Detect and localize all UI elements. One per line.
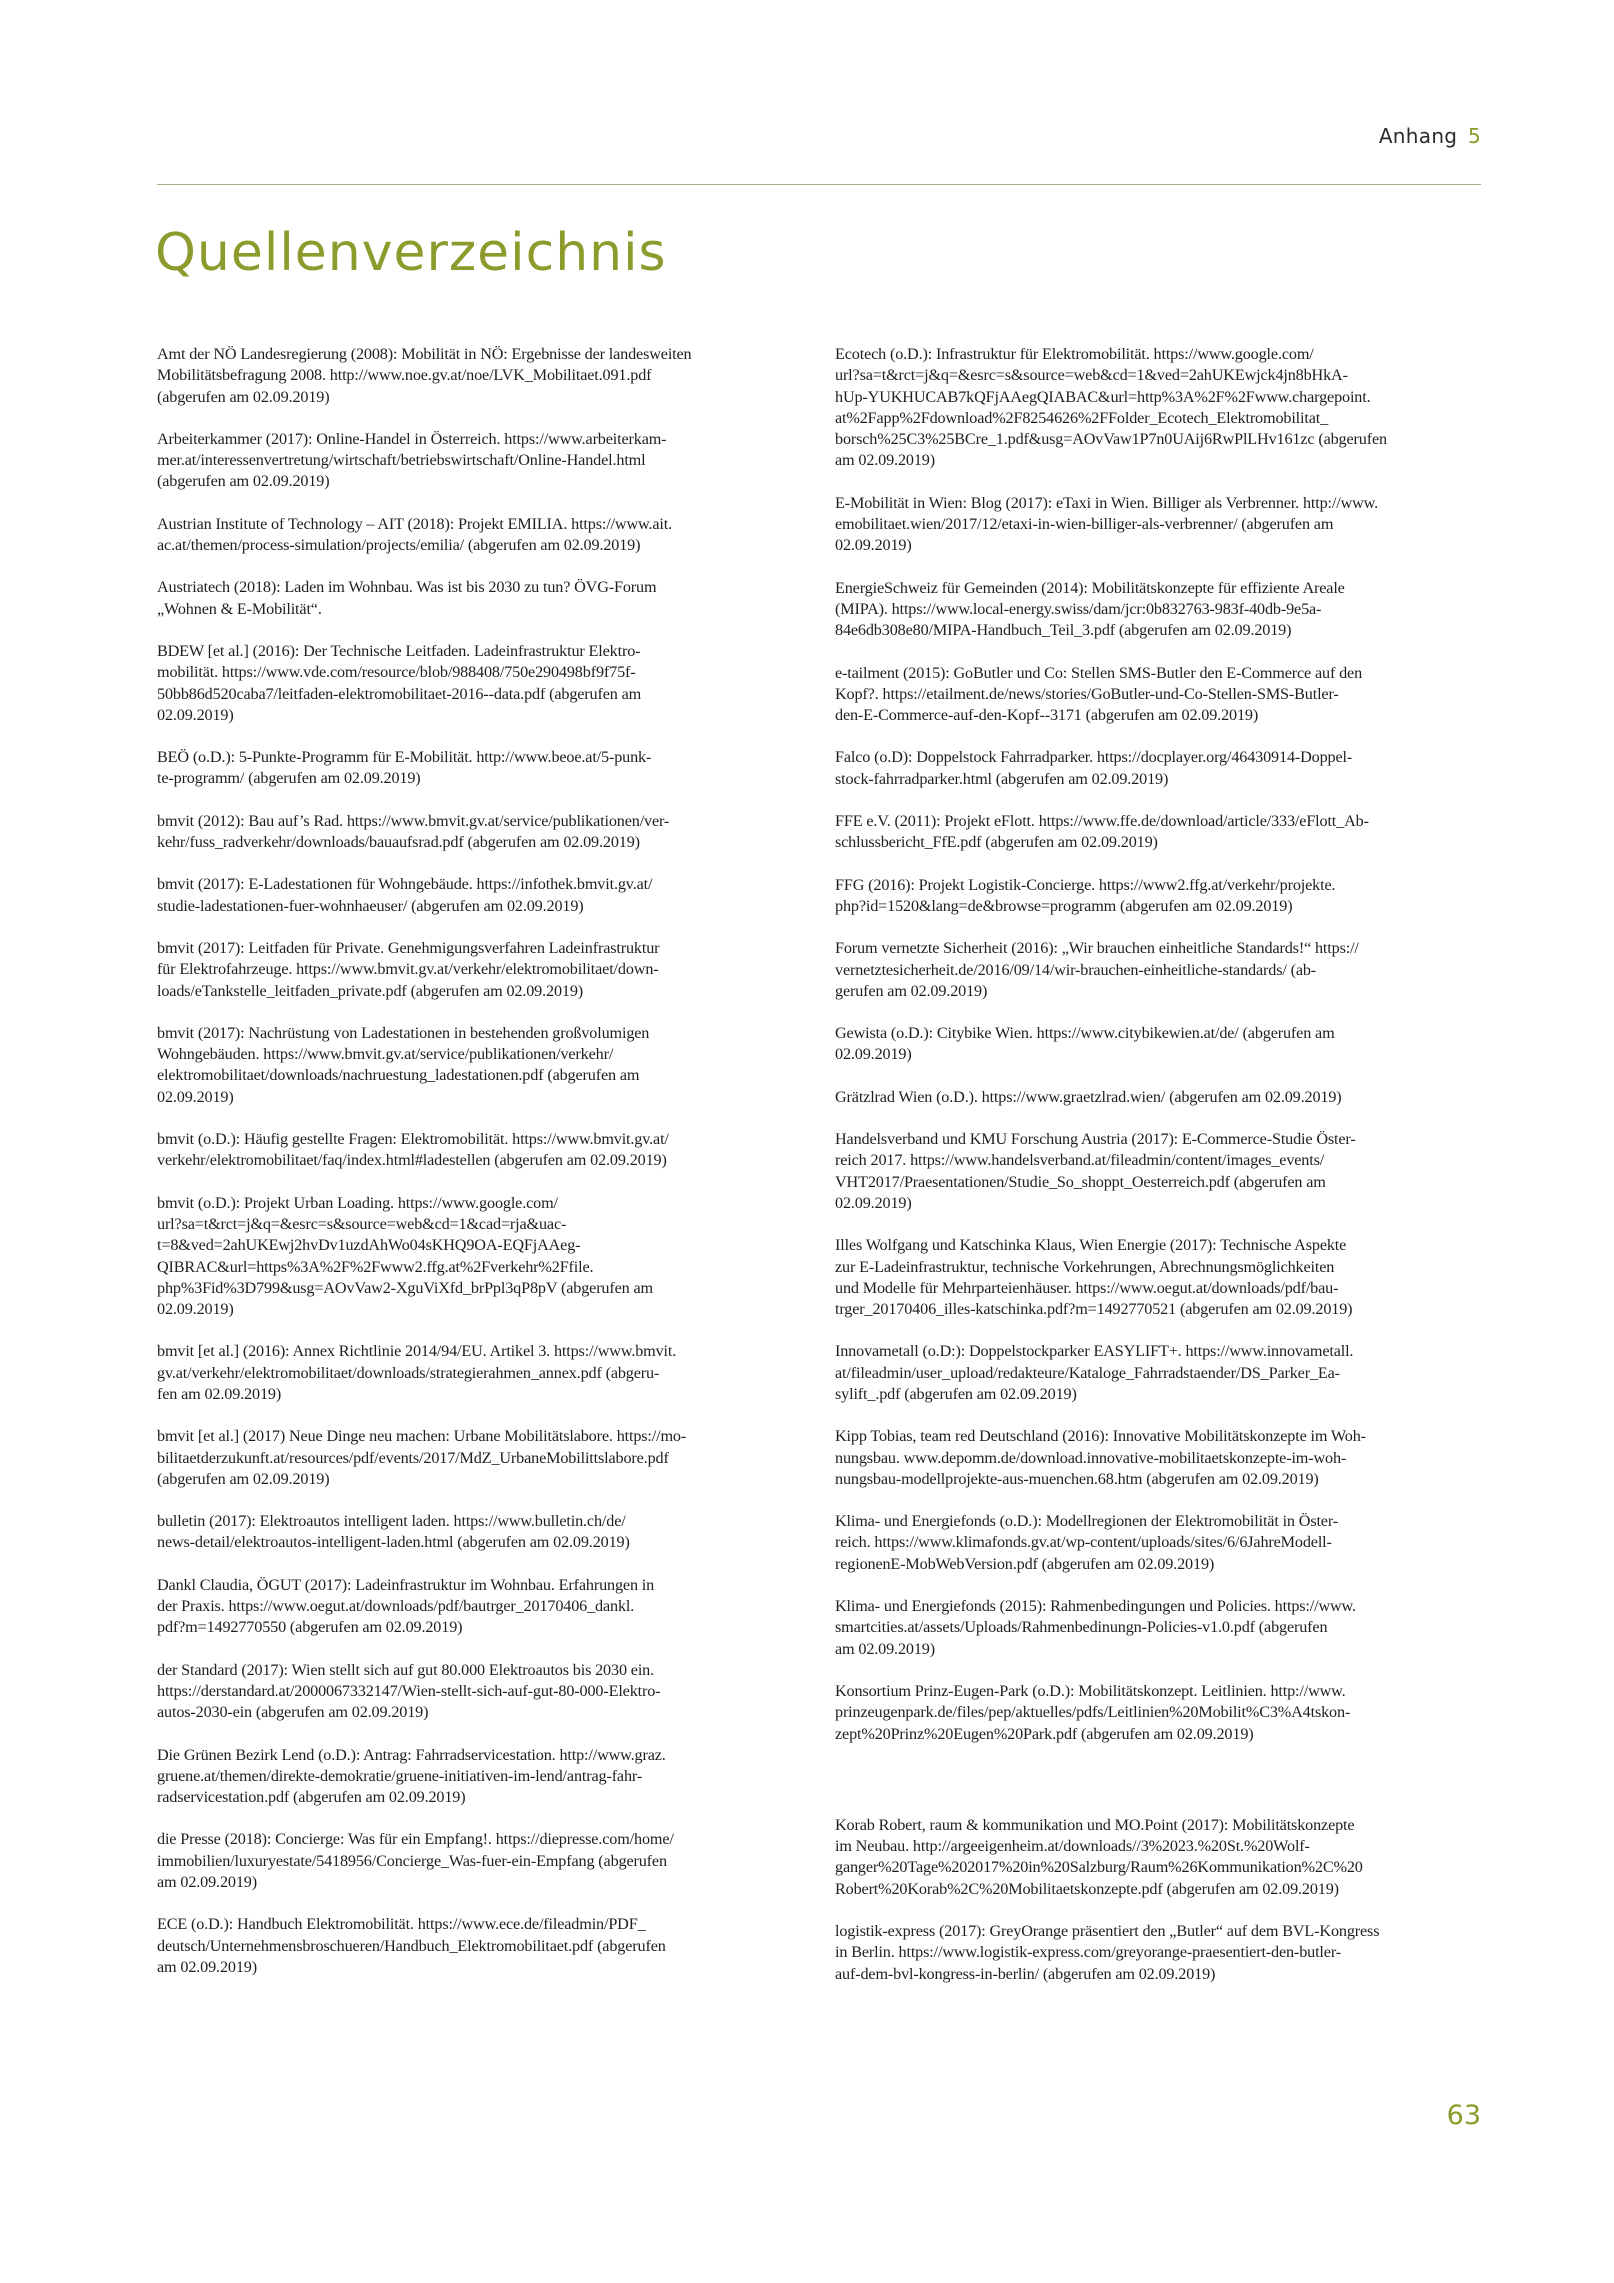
reference-entry: bmvit (2017): Leitfaden für Private. Genehmigungsverfahren Ladeinfrastruktur für Elektrofahrzeuge. https://www.bmvit.gv.at/verkehr/elektromobilitaet/down- loads/eTankstelle_leitfaden_private.pdf (abgerufen am 02.09.2019) <box>157 938 660 1000</box>
reference-entry: bmvit [et al.] (2016): Annex Richtlinie 2014/94/EU. Artikel 3. https://www.bmvit. gv.at/verkehr/elektromobilitaet/downloads/strategierahmen_annex.pdf (abgeru- fen am 02.09.2019) <box>157 1342 677 1403</box>
reference-entry: Amt der NÖ Landesregierung (2008): Mobilität in NÖ: Ergebnisse der landesweiten Mobilitätsbefragung 2008. http://www.noe.gv.at/noe/LVK_Mobilitaet.091.pdf (abgerufen am 02.09.2019) <box>157 345 692 406</box>
reference-entry: Korab Robert, raum & kommunikation und MO.Point (2017): Mobilitätskonzepte im Neubau. http://argeeigenheim.at/downloads//3%2023.%20St.%20Wolf- ganger%20Tage%202017%20in%20Salzburg/Raum%26Kommunikation%2C%20 Robert%20Korab%2C%20Mobilitaetskonzepte.pdf (abgerufen am 02.09.2019) <box>835 1815 1363 1898</box>
reference-entry: bulletin (2017): Elektroautos intelligent laden. https://www.bulletin.ch/de/ news-detail/elektroautos-intelligent-laden.html (abgerufen am 02.09.2019) <box>157 1512 630 1552</box>
reference-entry: Konsortium Prinz-Eugen-Park (o.D.): Mobilitätskonzept. Leitlinien. http://www. prinzeugenpark.de/files/pep/aktuelles/pdfs/Leitlinien%20Mobilit%C3%A4tskon- zept%20Prinz%20Eugen%20Park.pdf (abgerufen am 02.09.2019) <box>835 1681 1351 1743</box>
reference-entry: e-tailment (2015): GoButler und Co: Stellen SMS-Butler den E-Commerce auf den Kopf?. https://etailment.de/news/stories/GoButler-und-Co-Stellen-SMS-Butler- den-E-Commerce-auf-den-Kopf--3171 (abgerufen am 02.09.2019) <box>835 663 1363 725</box>
reference-entry: die Presse (2018): Concierge: Was für ein Empfang!. https://diepresse.com/home/ immobilien/luxuryestate/5418956/Concierge_Was-fuer-ein-Empfang (abgerufen am 02.09.2019) <box>157 1830 674 1892</box>
reference-entry: Forum vernetzte Sicherheit (2016): „Wir brauchen einheitliche Standards!“ https:// vernetztesicherheit.de/2016/09/14/wir-brauchen-einheitliche-standards/ (ab- gerufen am 02.09.2019) <box>835 939 1359 1000</box>
reference-entry: logistik-express (2017): GreyOrange präsentiert den „Butler“ auf dem BVL-Kongress in Berlin. https://www.logistik-express.com/greyorange-praesentiert-den-butler- auf-dem-bvl-kongress-in-berlin/ (abgerufen am 02.09.2019) <box>835 1922 1380 1983</box>
reference-entry: EnergieSchweiz für Gemeinden (2014): Mobilitätskonzepte für effiziente Areale (MIPA). https://www.local-energy.swiss/dam/jcr:0b832763-983f-40db-9e5a- 84e6db308e80/MIPA-Handbuch_Teil_3.pdf (abgerufen am 02.09.2019) <box>835 578 1345 640</box>
reference-entry: Illes Wolfgang und Katschinka Klaus, Wien Energie (2017): Technische Aspekte zur E-Ladeinfrastruktur, technische Vorkehrungen, Abrechnungsmöglichkeiten und Modelle für Mehrparteienhäuser. https://www.oegut.at/downloads/pdf/bau- trger_20170406_illes-katschinka.pdf?m=1492770521 (abgerufen am 02.09.2019) <box>835 1236 1353 1319</box>
reference-entry: bmvit (2017): E-Ladestationen für Wohngebäude. https://infothek.bmvit.gv.at/ studie-ladestationen-fuer-wohnhaeuser/ (abgerufen am 02.09.2019) <box>157 875 653 915</box>
reference-entry: bmvit [et al.] (2017) Neue Dinge neu machen: Urbane Mobilitätslabore. https://mo- bilitaetderzukunft.at/resources/pdf/events/2017/MdZ_UrbaneMobilittslabore.pdf (abgerufen am 02.09.2019) <box>157 1427 687 1488</box>
reference-entry: Ecotech (o.D.): Infrastruktur für Elektromobilität. https://www.google.com/ url?sa=t&rct=j&q=&esrc=s&source=web&cd=1&ved=2ahUKEwjck4jn8bHkA- hUp-YUKHUCAB7kQFjAAegQIABAC&url=http%3A%2F%2Fwww.chargepoint. at%2Fapp%2Fdownload%2F8254626%2FFolder_Ecotech_Elektromobilitat_ borsch%25C3%25BCre_1.pdf&usg=AOvVaw1P7n0UAij6RwPlLHv161zc (abgerufen am 02.09.2019) <box>835 345 1387 470</box>
reference-entry: Grätzlrad Wien (o.D.). https://www.graetzlrad.wien/ (abgerufen am 02.09.2019) <box>835 1087 1342 1106</box>
reference-entry: Klima- und Energiefonds (o.D.): Modellregionen der Elektromobilität in Öster- reich. https://www.klimafonds.gv.at/wp-content/uploads/sites/6/6JahreModell- regionenE-MobWebVersion.pdf (abgerufen am 02.09.2019) <box>835 1512 1339 1573</box>
page-title: Quellenverzeichnis <box>155 223 667 283</box>
reference-entry: Die Grünen Bezirk Lend (o.D.): Antrag: Fahrradservicestation. http://www.graz. gruene.at/themen/direkte-demokratie/gruene-initiativen-im-lend/antrag-fahr- radservicestation.pdf (abgerufen am 02.09.2019) <box>157 1745 666 1807</box>
references-left-column <box>157 344 802 1999</box>
reference-entry: FFE e.V. (2011): Projekt eFlott. https://www.ffe.de/download/article/333/eFlott_Ab- schlussbericht_FfE.pdf (abgerufen am 02.09.2019) <box>835 812 1369 852</box>
running-header <box>157 124 1481 154</box>
reference-entry: Handelsverband und KMU Forschung Austria (2017): E-Commerce-Studie Öster- reich 2017. https://www.handelsverband.at/fileadmin/content/images_events/ VHT2017/Praesentationen/Studie_So_shoppt_Oesterreich.pdf (abgerufen am 02.09.2019) <box>835 1130 1356 1212</box>
reference-entry: bmvit (2012): Bau auf’s Rad. https://www.bmvit.gv.at/service/publikationen/ver- kehr/fuss_radverkehr/downloads/bauaufsrad.pdf (abgerufen am 02.09.2019) <box>157 811 670 852</box>
reference-entry: bmvit (o.D.): Häufig gestellte Fragen: Elektromobilität. https://www.bmvit.gv.at/ verkehr/elektromobilitaet/faq/index.html#ladestellen (abgerufen am 02.09.2019) <box>157 1130 669 1170</box>
reference-entry: ECE (o.D.): Handbuch Elektromobilität. https://www.ece.de/fileadmin/PDF_ deutsch/Unternehmensbroschueren/Handbuch_Elektromobilitaet.pdf (abgerufen am 02.09.2019) <box>157 1915 666 1976</box>
reference-entry: Klima- und Energiefonds (2015): Rahmenbedingungen und Policies. https://www. smartcities.at/assets/Uploads/Rahmenbedinungn-Policies-v1.0.pdf (abgerufen am 02.09.2019) <box>835 1597 1356 1658</box>
reference-entry: der Standard (2017): Wien stellt sich auf gut 80.000 Elektroautos bis 2030 ein. https://derstandard.at/2000067332147/Wien-stellt-sich-auf-gut-80-000-Elektro- autos-2030-ein (abgerufen am 02.09.2019) <box>157 1660 661 1722</box>
reference-entry: FFG (2016): Projekt Logistik-Concierge. https://www2.ffg.at/verkehr/projekte. php?id=1520&lang=de&browse=programm (abgerufen am 02.09.2019) <box>835 875 1336 915</box>
reference-entry: Kipp Tobias, team red Deutschland (2016): Innovative Mobilitätskonzepte im Woh- nungsbau. www.depomm.de/download.innovative-mobilitaetskonzepte-im-woh- nungsbau-modellprojekte-aus-muenchen.68.htm (abgerufen am 02.09.2019) <box>835 1427 1366 1488</box>
reference-entry: Arbeiterkammer (2017): Online-Handel in Österreich. https://www.arbeiterkam- mer.at/interessenvertretung/wirtschaft/betriebswirtschaft/Online-Handel.html (abgerufen am 02.09.2019) <box>157 429 667 491</box>
section-number: 5 <box>1467 124 1481 148</box>
reference-entry: Innovametall (o.D:): Doppelstockparker EASYLIFT+. https://www.innovametall. at/fileadmin/user_upload/redakteure/Kataloge_Fahrradstaender/DS_Parker_Ea- sylift_.pdf (abgerufen am 02.09.2019) <box>835 1342 1354 1403</box>
reference-entry: Austrian Institute of Technology – AIT (2018): Projekt EMILIA. https://www.ait. ac.at/themen/process-simulation/projects/emilia/ (abgerufen am 02.09.2019) <box>157 514 672 555</box>
section-label: Anhang <box>1378 124 1458 148</box>
reference-entry: Dankl Claudia, ÖGUT (2017): Ladeinfrastruktur im Wohnbau. Erfahrungen in der Praxis. https://www.oegut.at/downloads/pdf/bautrger_20170406_dankl. pdf?m=1492770550 (abgerufen am 02.09.2019) <box>157 1575 655 1637</box>
reference-entry: E-Mobilität in Wien: Blog (2017): eTaxi in Wien. Billiger als Verbrenner. http://www. emobilitaet.wien/2017/12/etaxi-in-wien-billiger-als-verbrenner/ (abgerufen am 02.09.2019) <box>835 493 1379 555</box>
reference-entry: BDEW [et al.] (2016): Der Technische Leitfaden. Ladeinfrastruktur Elektro- mobilität. https://www.vde.com/resource/blob/988408/750e290498bf9f75f- 50bb86d520caba7/leitfaden-elektromobilitaet-2016--data.pdf (abgerufen am 02.09.2019) <box>157 641 642 724</box>
reference-entry: Gewista (o.D.): Citybike Wien. https://www.citybikewien.at/de/ (abgerufen am 02.09.2019) <box>835 1024 1335 1064</box>
header-divider <box>157 184 1481 185</box>
reference-entry: Falco (o.D): Doppelstock Fahrradparker. https://docplayer.org/46430914-Doppel- stock-fahrradparker.html (abgerufen am 02.09.2019) <box>835 748 1353 788</box>
reference-entry: bmvit (2017): Nachrüstung von Ladestationen in bestehenden großvolumigen Wohngebäuden. https://www.bmvit.gv.at/service/publikationen/verkehr/ elektromobilitaet/downloads/nachruestung_ladestationen.pdf (abgerufen am 02.09.2019) <box>157 1023 650 1106</box>
reference-entry: Austriatech (2018): Laden im Wohnbau. Was ist bis 2030 zu tun? ÖVG-Forum „Wohnen & E-Mobilität“. <box>157 578 657 618</box>
reference-entry: bmvit (o.D.): Projekt Urban Loading. https://www.google.com/ url?sa=t&rct=j&q=&esrc=s&source=web&cd=1&cad=rja&uac- t=8&ved=2ahUKEwj2hvDv1uzdAhWo04sKHQ9OA-EQFjAAeg- QIBRAC&url=https%3A%2F%2Fwww2.ffg.at%2Fverkehr%2Ffile. php%3Fid%3D799&usg=AOvVaw2-XguViXfd_brPpl3qP8pV (abgerufen am 02.09.2019) <box>157 1193 653 1319</box>
references-right-column <box>835 344 1481 2006</box>
reference-entry: BEÖ (o.D.): 5-Punkte-Programm für E-Mobilität. http://www.beoe.at/5-punk- te-programm/ (abgerufen am 02.09.2019) <box>157 748 652 788</box>
page-number: 63 <box>1446 2100 1481 2131</box>
